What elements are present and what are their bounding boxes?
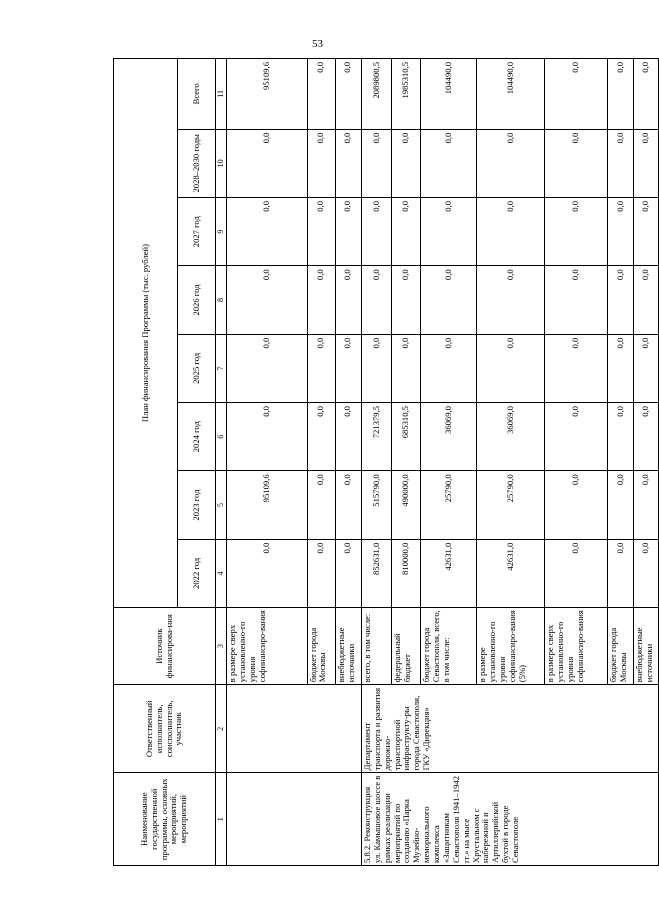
value-cell: 0,0 — [608, 471, 634, 539]
value-cell: 0,0 — [420, 198, 477, 266]
header-source: Источник финансирова-ния — [114, 608, 216, 685]
value-cell: 0,0 — [544, 471, 607, 539]
source-cell: бюджет города Севастополя, всего, в том числе: — [420, 608, 477, 685]
source-cell: бюджет города Москвы — [608, 608, 634, 685]
column-number: 9 — [216, 198, 227, 266]
total-cell: 0,0 — [335, 59, 361, 130]
total-cell: 0,0 — [307, 59, 335, 130]
value-cell: 0,0 — [335, 198, 361, 266]
value-cell: 0,0 — [544, 334, 607, 402]
value-cell: 0,0 — [361, 334, 391, 402]
value-cell: 0,0 — [608, 266, 634, 334]
header-total: Всего — [178, 59, 216, 130]
value-cell: 95109,6 — [227, 471, 308, 539]
column-number: 11 — [216, 59, 227, 130]
value-cell: 0,0 — [634, 539, 659, 607]
total-cell: 104490,0 — [420, 59, 477, 130]
value-cell: 0,0 — [361, 266, 391, 334]
column-number: 8 — [216, 266, 227, 334]
table-row — [227, 59, 308, 866]
value-cell: 0,0 — [392, 266, 420, 334]
source-cell: внебюджетные источники — [335, 608, 361, 685]
column-number: 10 — [216, 129, 227, 197]
value-cell: 0,0 — [608, 198, 634, 266]
column-number: 4 — [216, 539, 227, 607]
value-cell: 0,0 — [307, 471, 335, 539]
source-cell: в размере сверх установленно-го уровня софинансиро-вания — [227, 608, 308, 685]
table-body — [227, 59, 659, 866]
value-cell: 42631,0 — [420, 539, 477, 607]
financing-table — [113, 58, 659, 866]
header-responsible: Ответственный исполнитель, соисполнитель, участник — [114, 685, 216, 773]
value-cell: 0,0 — [544, 266, 607, 334]
value-cell: 0,0 — [361, 129, 391, 197]
header-year: 2024 год — [178, 403, 216, 471]
value-cell: 0,0 — [634, 471, 659, 539]
value-cell: 0,0 — [608, 129, 634, 197]
value-cell: 0,0 — [477, 266, 545, 334]
value-cell: 36069,0 — [420, 403, 477, 471]
value-cell: 0,0 — [634, 198, 659, 266]
responsible-cell: Департамент транспорта и развития дорожно-транспортной инфраструкту-ры города Севастополя, ГКУ «Дирекция» — [361, 685, 658, 773]
value-cell: 0,0 — [227, 266, 308, 334]
total-cell: 1985310,5 — [392, 59, 420, 130]
source-cell: в размере установленно-го уровня софинансиро-вания (5%) — [477, 608, 545, 685]
column-number: 5 — [216, 471, 227, 539]
value-cell: 0,0 — [335, 539, 361, 607]
value-cell: 0,0 — [361, 198, 391, 266]
value-cell: 0,0 — [307, 129, 335, 197]
source-cell: бюджет города Москвы — [307, 608, 335, 685]
value-cell: 0,0 — [227, 129, 308, 197]
table-row — [361, 59, 391, 866]
column-number-row — [216, 59, 227, 866]
value-cell: 515790,0 — [361, 471, 391, 539]
value-cell: 0,0 — [392, 198, 420, 266]
header-year: 2027 год — [178, 198, 216, 266]
value-cell: 0,0 — [477, 198, 545, 266]
total-cell: 0,0 — [544, 59, 607, 130]
table-header — [114, 59, 227, 866]
value-cell: 36069,0 — [477, 403, 545, 471]
header-year: 2023 год — [178, 471, 216, 539]
total-cell: 95109,6 — [227, 59, 308, 130]
column-number: 7 — [216, 334, 227, 402]
value-cell: 0,0 — [608, 539, 634, 607]
value-cell: 0,0 — [307, 266, 335, 334]
value-cell: 0,0 — [335, 403, 361, 471]
value-cell: 852631,0 — [361, 539, 391, 607]
value-cell: 685310,5 — [392, 403, 420, 471]
header-year: 2028–2030 годы — [178, 129, 216, 197]
value-cell: 25790,0 — [420, 471, 477, 539]
value-cell: 0,0 — [634, 129, 659, 197]
value-cell: 0,0 — [608, 334, 634, 402]
value-cell: 0,0 — [227, 198, 308, 266]
value-cell: 490000,0 — [392, 471, 420, 539]
source-cell: в размере сверх установленно-го уровня софинансиро-вания — [544, 608, 607, 685]
value-cell: 0,0 — [420, 266, 477, 334]
source-cell: федеральный бюджет — [392, 608, 420, 685]
value-cell: 0,0 — [227, 403, 308, 471]
value-cell: 0,0 — [227, 334, 308, 402]
value-cell: 0,0 — [227, 539, 308, 607]
column-number: 6 — [216, 403, 227, 471]
header-plan: План финансирования Программы (тыс. рублей) — [114, 59, 178, 608]
blank-responsible-cell — [227, 685, 362, 773]
value-cell: 0,0 — [544, 539, 607, 607]
value-cell: 0,0 — [307, 403, 335, 471]
value-cell: 810000,0 — [392, 539, 420, 607]
total-cell: 0,0 — [608, 59, 634, 130]
value-cell: 0,0 — [477, 129, 545, 197]
value-cell: 42631,0 — [477, 539, 545, 607]
value-cell: 0,0 — [634, 403, 659, 471]
value-cell: 0,0 — [392, 334, 420, 402]
value-cell: 0,0 — [335, 471, 361, 539]
column-number: 1 — [216, 773, 227, 866]
header-year: 2022 год — [178, 539, 216, 607]
value-cell: 0,0 — [307, 198, 335, 266]
value-cell: 0,0 — [335, 266, 361, 334]
activity-name-cell: 5.8.2. Реконструкция ул. Камышовое шоссе в рамках реализации мероприятий по созданию «Парка Музейно-мемориального комплекса «Защитникам Севастополя 1941–1942 гг.» на мысе Хрустальном с набережной и Артиллерийской бухтой в городе Севастополе — [361, 773, 658, 866]
value-cell: 0,0 — [307, 334, 335, 402]
value-cell: 0,0 — [608, 403, 634, 471]
value-cell: 721379,5 — [361, 403, 391, 471]
value-cell: 0,0 — [420, 334, 477, 402]
rotated-table-wrapper — [113, 58, 659, 866]
total-cell: 0,0 — [634, 59, 659, 130]
value-cell: 0,0 — [544, 403, 607, 471]
value-cell: 0,0 — [634, 266, 659, 334]
value-cell: 0,0 — [634, 334, 659, 402]
value-cell: 0,0 — [307, 539, 335, 607]
value-cell: 0,0 — [544, 129, 607, 197]
source-cell: всего, в том числе: — [361, 608, 391, 685]
value-cell: 0,0 — [335, 129, 361, 197]
value-cell: 0,0 — [420, 129, 477, 197]
blank-name-cell — [227, 773, 362, 866]
header-year: 2025 год — [178, 334, 216, 402]
value-cell: 0,0 — [335, 334, 361, 402]
total-cell: 2089800,5 — [361, 59, 391, 130]
column-number: 3 — [216, 608, 227, 685]
value-cell: 25790,0 — [477, 471, 545, 539]
header-year: 2026 год — [178, 266, 216, 334]
value-cell: 0,0 — [477, 334, 545, 402]
value-cell: 0,0 — [544, 198, 607, 266]
source-cell: внебюджетные источники — [634, 608, 659, 685]
value-cell: 0,0 — [392, 129, 420, 197]
column-number: 2 — [216, 685, 227, 773]
total-cell: 104490,0 — [477, 59, 545, 130]
header-name: Наименование государственной программы, основных мероприятий, мероприятий — [114, 773, 216, 866]
page-number: 53 — [312, 38, 323, 50]
